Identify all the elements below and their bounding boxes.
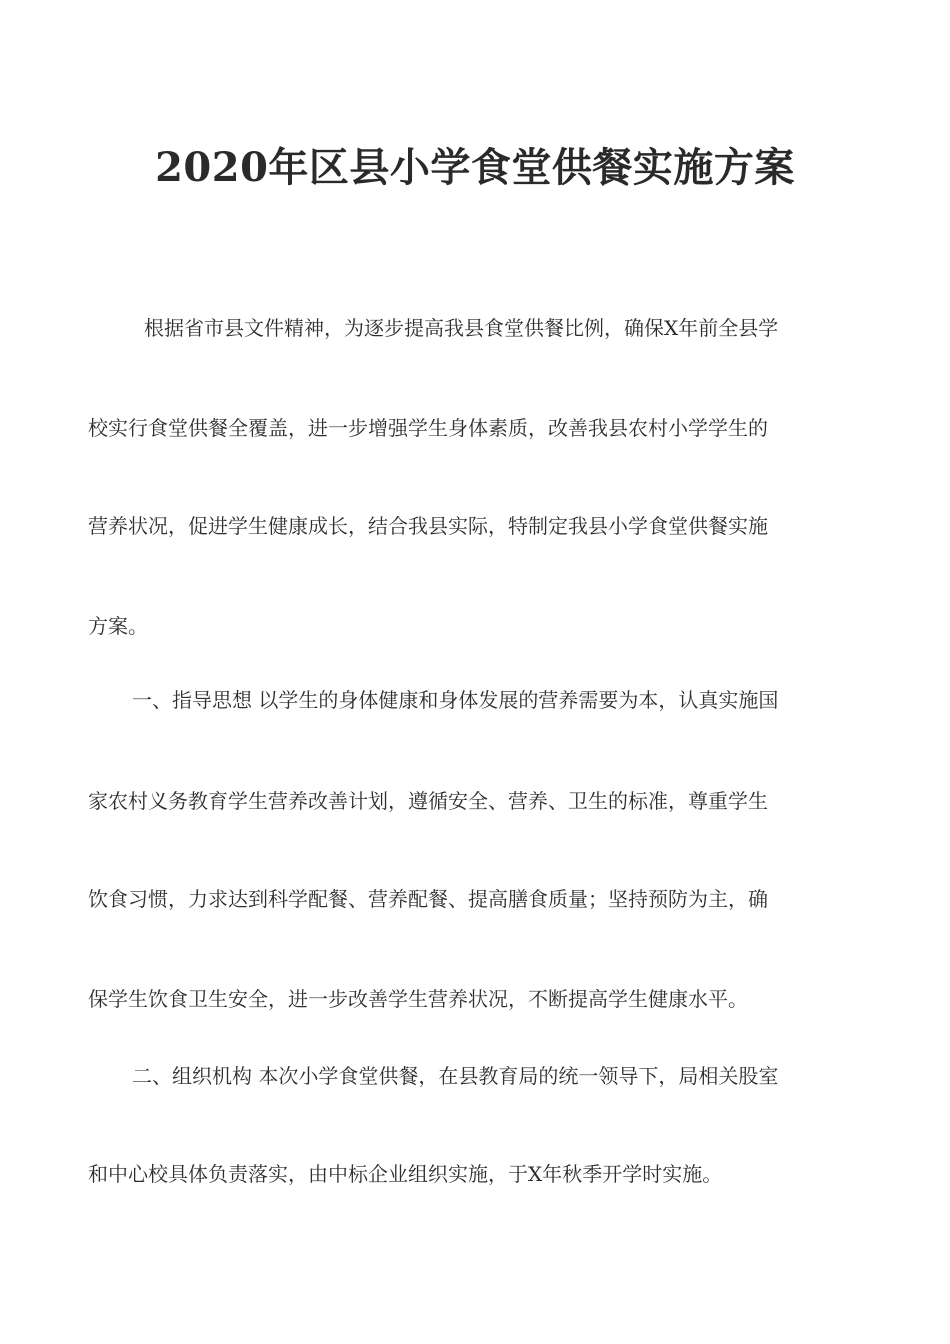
paragraph-1-line-3: 营养状况，促进学生健康成长，结合我县实际，特制定我县小学食堂供餐实施 <box>88 514 768 538</box>
paragraph-2-line-3: 饮食习惯，力求达到科学配餐、营养配餐、提高膳食质量；坚持预防为主，确 <box>88 887 768 911</box>
paragraph-1-line-1: 根据省市县文件精神，为逐步提高我县食堂供餐比例，确保X年前全县学 <box>144 316 779 340</box>
paragraph-3-line-2: 和中心校具体负责落实，由中标企业组织实施，于X年秋季开学时实施。 <box>88 1162 723 1186</box>
paragraph-1-line-2: 校实行食堂供餐全覆盖，进一步增强学生身体素质，改善我县农村小学学生的 <box>88 416 768 440</box>
paragraph-3-line-1: 二、组织机构 本次小学食堂供餐，在县教育局的统一领导下，局相关股室 <box>132 1064 779 1088</box>
document-title: 2020年区县小学食堂供餐实施方案 <box>155 144 795 191</box>
paragraph-2-line-2: 家农村义务教育学生营养改善计划，遵循安全、营养、卫生的标准，尊重学生 <box>88 789 768 813</box>
paragraph-1-line-4: 方案。 <box>88 614 148 638</box>
paragraph-2-line-1: 一、指导思想 以学生的身体健康和身体发展的营养需要为本，认真实施国 <box>132 688 779 712</box>
paragraph-2-line-4: 保学生饮食卫生安全，进一步改善学生营养状况，不断提高学生健康水平。 <box>88 987 748 1011</box>
